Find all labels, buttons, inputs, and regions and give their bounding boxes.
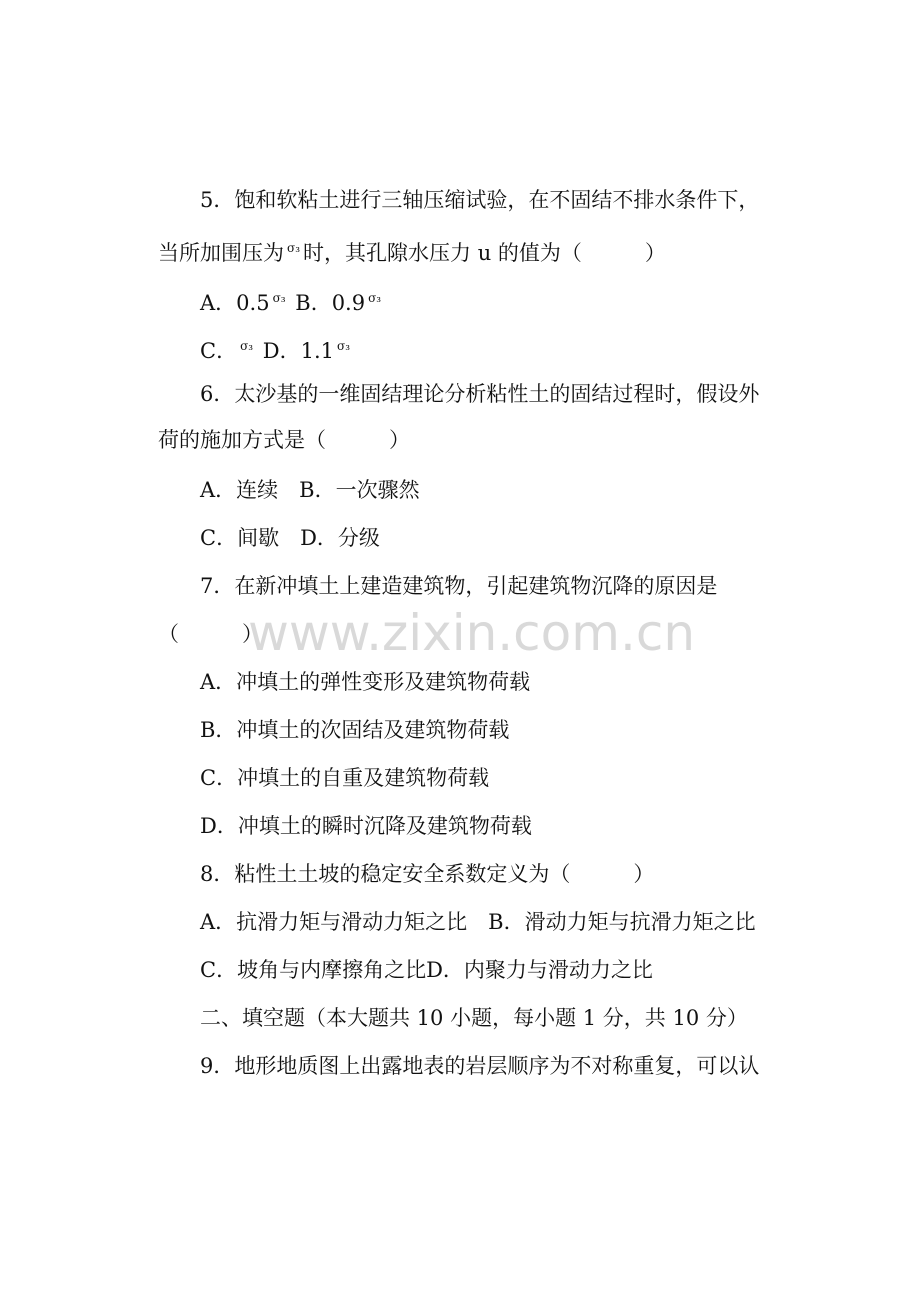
q5-line2 — [158, 234, 920, 267]
q6-options-ab: A．连续 B．一次骤然 — [200, 478, 420, 502]
q8-options-cd: C．坡角与内摩擦角之比D．内聚力与滑动力之比 — [200, 958, 653, 982]
q6-line1: 6．太沙基的一维固结理论分析粘性土的固结过程时，假设外 — [200, 382, 760, 406]
q5-line1: 5．饱和软粘土进行三轴压缩试验，在不固结不排水条件下， — [200, 188, 760, 212]
q7-line2: （ ） — [158, 622, 263, 646]
section2-heading: 二、填空题（本大题共 10 小题，每小题 1 分，共 10 分） — [200, 1006, 748, 1030]
q5-option-c: C． — [200, 339, 238, 363]
sigma3-symbol: σ₃ — [272, 291, 286, 305]
sigma3-symbol: σ₃ — [240, 339, 254, 353]
q5-option-b: B．0.9 — [295, 291, 366, 315]
watermark: www.zixin.com.cn — [248, 604, 696, 662]
q5-options-cd — [200, 332, 920, 365]
q7-option-b: B．冲填土的次固结及建筑物荷载 — [200, 718, 510, 742]
q9-line1: 9．地形地质图上出露地表的岩层顺序为不对称重复，可以认 — [200, 1054, 760, 1078]
q5-line2-b: 时，其孔隙水压力 u 的值为（ ） — [303, 241, 666, 265]
q7-option-d: D．冲填土的瞬时沉降及建筑物荷载 — [200, 814, 532, 838]
q7-option-a: A．冲填土的弹性变形及建筑物荷载 — [200, 670, 531, 694]
q5-option-a: A．0.5 — [200, 291, 270, 315]
q8-line1: 8．粘性土土坡的稳定安全系数定义为（ ） — [200, 862, 655, 886]
q6-options-cd: C．间歇 D．分级 — [200, 526, 380, 550]
q8-options-ab: A．抗滑力矩与滑动力矩之比 B．滑动力矩与抗滑力矩之比 — [200, 910, 756, 934]
q5-options-ab — [200, 284, 920, 317]
q5-option-d: D．1.1 — [262, 339, 335, 363]
sigma3-symbol: σ₃ — [287, 241, 301, 255]
q6-line2: 荷的施加方式是（ ） — [158, 428, 410, 452]
q5-line2-a: 当所加围压为 — [158, 241, 284, 265]
q7-line1: 7．在新冲填土上建造建筑物，引起建筑物沉降的原因是 — [200, 574, 718, 598]
sigma3-symbol: σ₃ — [337, 339, 351, 353]
sigma3-symbol: σ₃ — [368, 291, 382, 305]
q7-option-c: C．冲填土的自重及建筑物荷载 — [200, 766, 490, 790]
